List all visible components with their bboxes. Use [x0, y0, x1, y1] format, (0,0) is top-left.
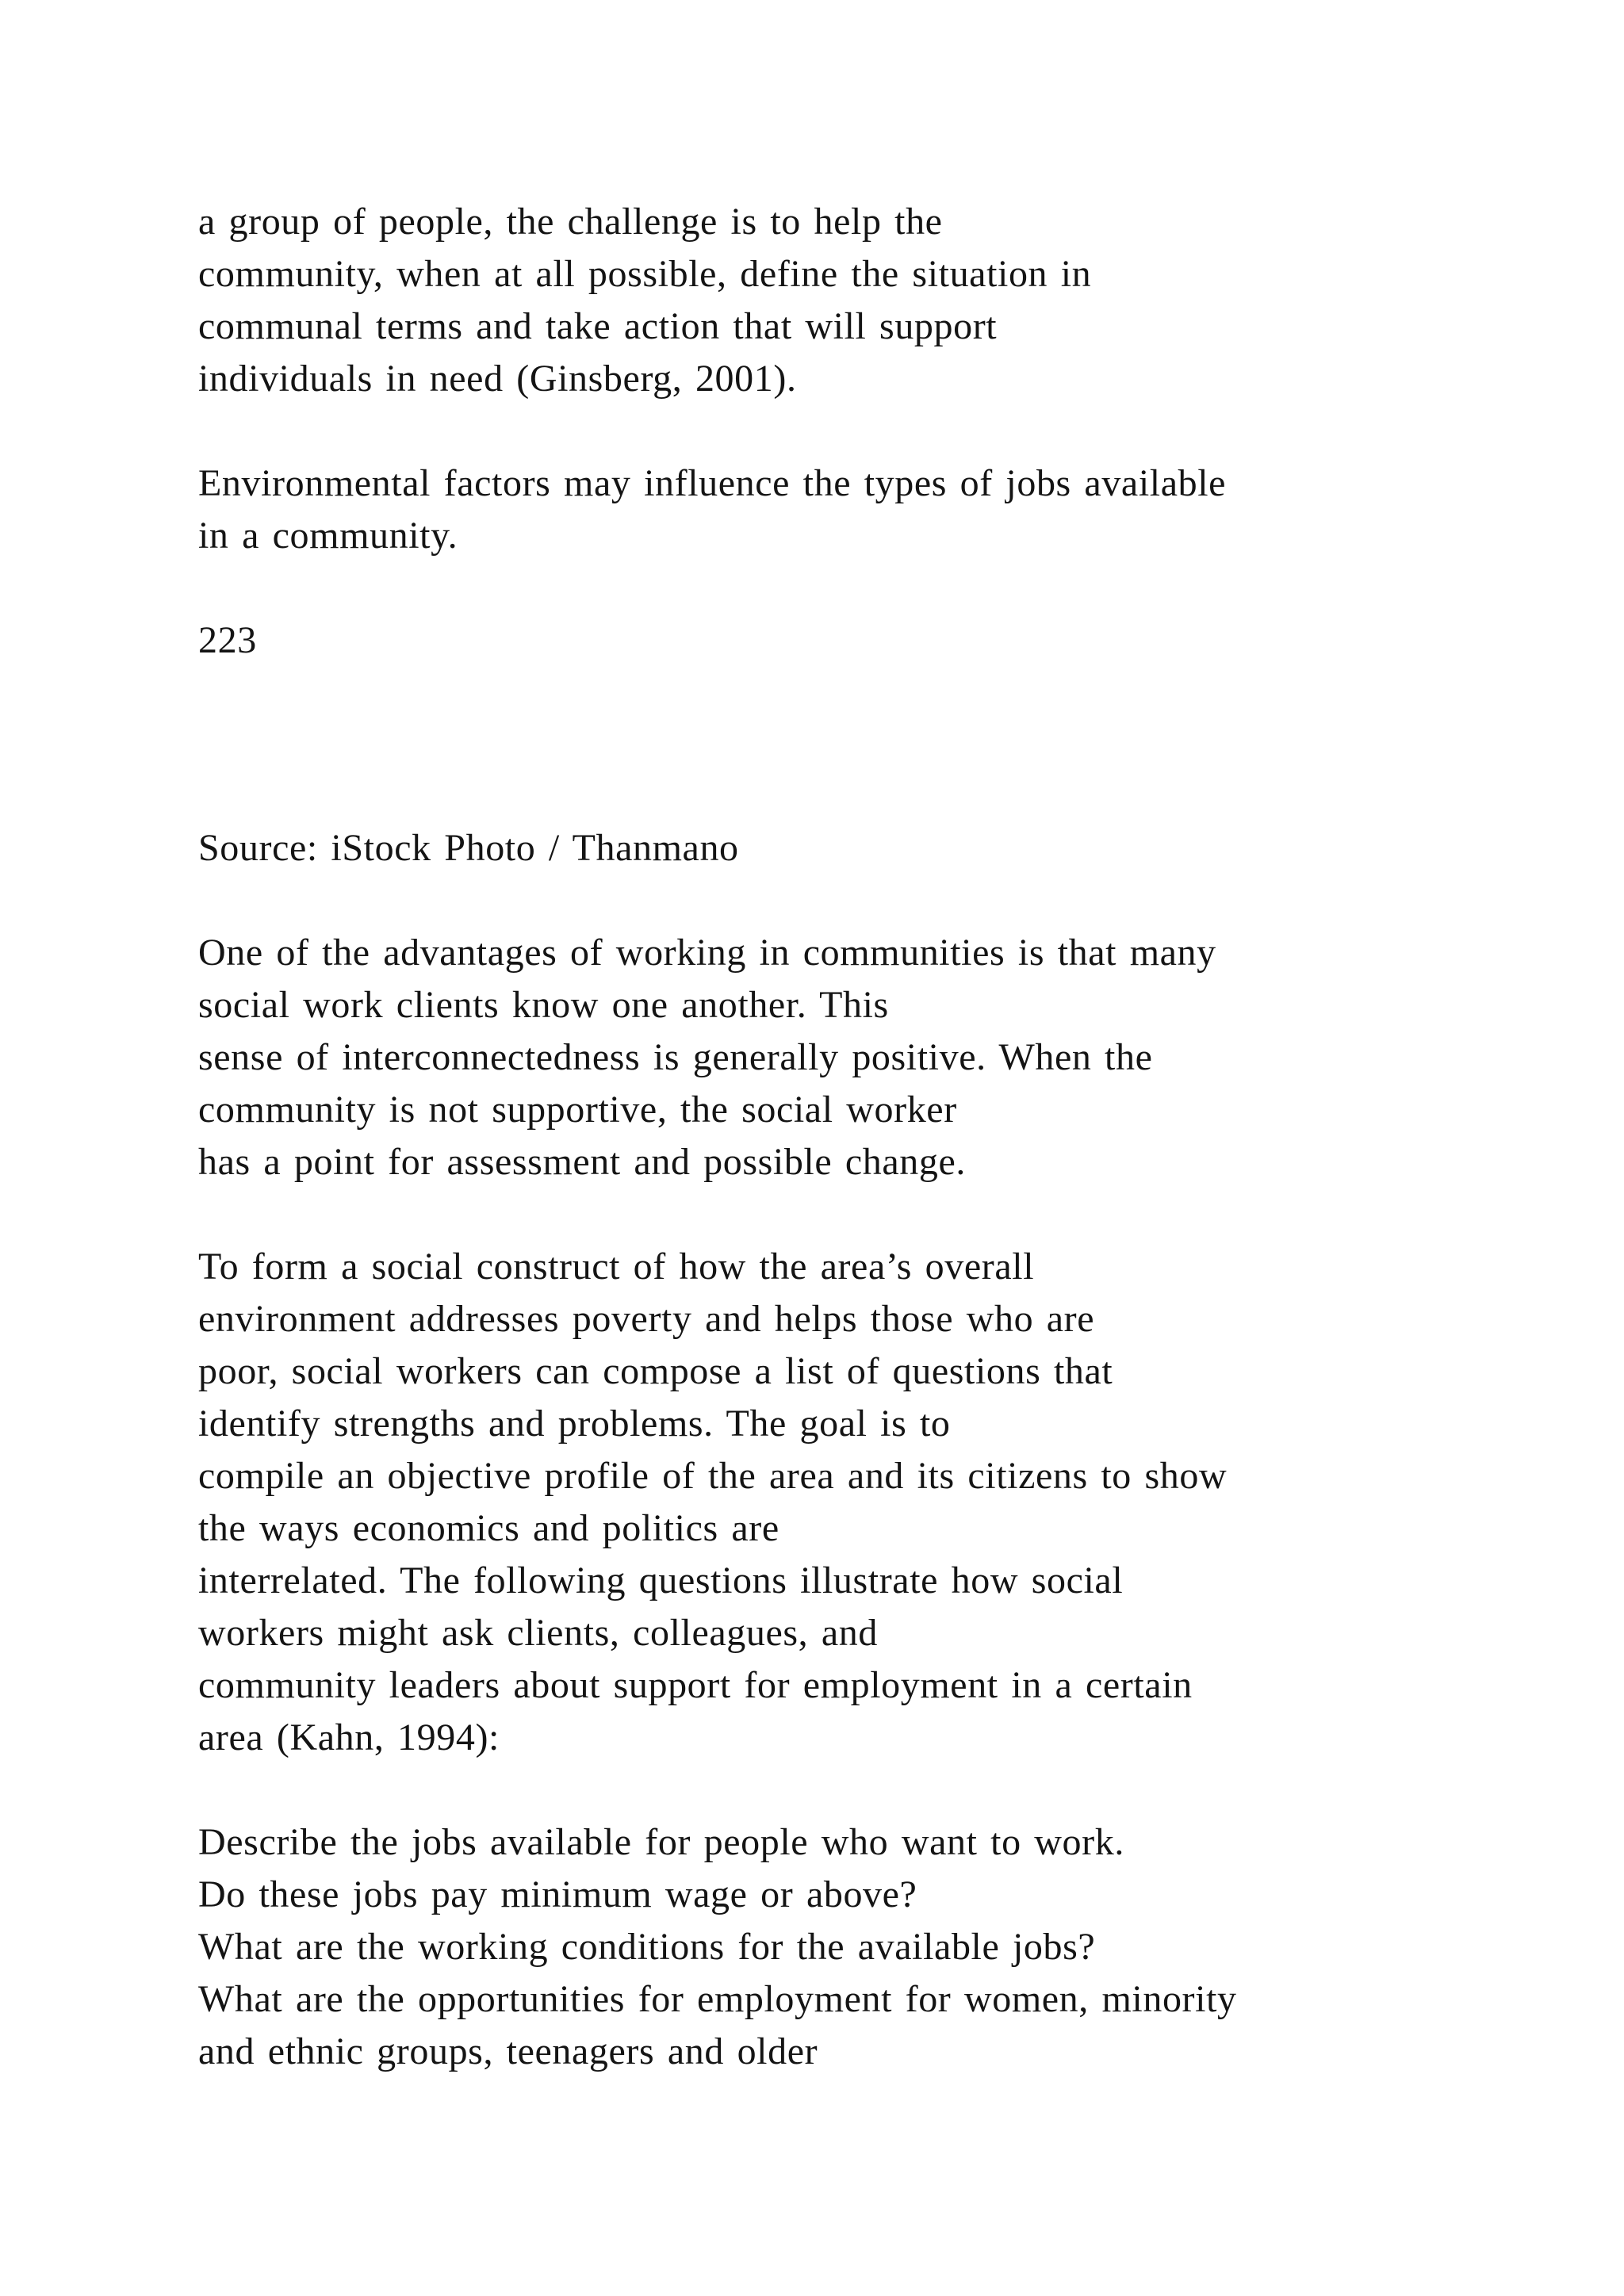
intro-line: communal terms and take action that will support: [198, 305, 998, 347]
construct-line: compile an objective profile of the area and its citizens to show: [198, 1455, 1228, 1497]
source-credit: Source: iStock Photo / Thanmano: [198, 827, 739, 869]
construct-line: interrelated. The following questions illustrate how social: [198, 1559, 1124, 1601]
question-line: What are the opportunities for employment for women, minority: [198, 1978, 1237, 2020]
caption-line: in a community.: [198, 515, 458, 557]
community-line: community is not supportive, the social worker: [198, 1089, 957, 1131]
community-line: sense of interconnectedness is generally positive. When the: [198, 1036, 1153, 1078]
construct-line: environment addresses poverty and helps those who are: [198, 1298, 1095, 1340]
construct-line: area (Kahn, 1994):: [198, 1716, 500, 1758]
construct-line: To form a social construct of how the area’s overall: [198, 1246, 1035, 1288]
construct-line: community leaders about support for employment in a certain: [198, 1664, 1193, 1706]
question-line: Describe the jobs available for people who want to work.: [198, 1821, 1124, 1863]
question-line: Do these jobs pay minimum wage or above?: [198, 1873, 917, 1915]
construct-line: poor, social workers can compose a list of questions that: [198, 1350, 1113, 1392]
community-line: has a point for assessment and possible change.: [198, 1141, 966, 1183]
construct-line: identify strengths and problems. The goal is to: [198, 1402, 951, 1445]
intro-line: community, when at all possible, define the situation in: [198, 253, 1092, 295]
construct-line: workers might ask clients, colleagues, and: [198, 1612, 878, 1654]
question-line: and ethnic groups, teenagers and older: [198, 2030, 818, 2072]
community-line: One of the advantages of working in communities is that many: [198, 932, 1216, 974]
intro-line: a group of people, the challenge is to help the: [198, 201, 943, 243]
page-number: 223: [198, 619, 257, 661]
community-line: social work clients know one another. This: [198, 984, 889, 1026]
intro-line: individuals in need (Ginsberg, 2001).: [198, 358, 797, 400]
question-line: What are the working conditions for the available jobs?: [198, 1926, 1096, 1968]
construct-line: the ways economics and politics are: [198, 1507, 779, 1549]
caption-line: Environmental factors may influence the types of jobs available: [198, 462, 1227, 504]
